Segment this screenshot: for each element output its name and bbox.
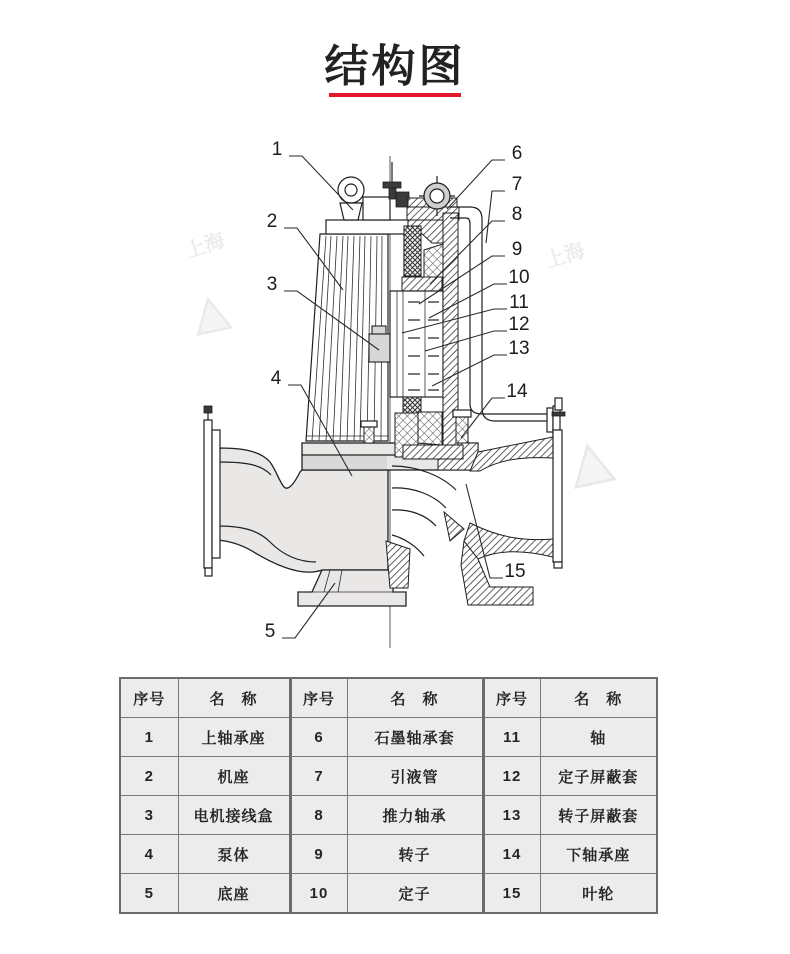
part-name-cell: 上轴承座: [178, 718, 290, 757]
part-number-cell: 3: [120, 796, 178, 835]
part-name-cell: 推力轴承: [347, 796, 483, 835]
suction-flange: [204, 406, 220, 576]
part-number: 8: [511, 204, 523, 225]
part-name-cell: 定子屏蔽套: [540, 757, 657, 796]
part-number-cell: 4: [120, 835, 178, 874]
part-name-cell: 电机接线盒: [178, 796, 290, 835]
impeller: [392, 466, 464, 556]
part-number: 9: [511, 239, 523, 260]
part-name-cell: 下轴承座: [540, 835, 657, 874]
part-number: 10: [508, 267, 530, 288]
circulation-pipe: [450, 207, 560, 434]
part-number: 1: [271, 139, 283, 160]
title-underline: [329, 93, 461, 97]
part-number: 15: [504, 561, 526, 582]
part-number: 5: [264, 621, 276, 642]
part-number-cell: 7: [290, 757, 347, 796]
part-name-cell: 转子: [347, 835, 483, 874]
part-number: 14: [506, 381, 528, 402]
part-number-cell: 1: [120, 718, 178, 757]
part-label-1: [272, 139, 353, 210]
parts-table-head: [120, 678, 657, 718]
part-number: 12: [508, 314, 530, 335]
part-number: 2: [266, 211, 278, 232]
parts-table-body: [120, 718, 657, 914]
part-number-cell: 11: [483, 718, 540, 757]
header-part-name: 名 称: [540, 678, 657, 718]
table-row: [120, 796, 657, 835]
parts-table: [119, 677, 658, 914]
page-title: 结构图: [324, 42, 466, 91]
part-name-cell: 轴: [540, 718, 657, 757]
part-name-cell: 石墨轴承套: [347, 718, 483, 757]
part-name-cell: 定子: [347, 874, 483, 914]
leader-line: [486, 191, 505, 243]
header-part-number: 序号: [483, 678, 540, 718]
header-part-number: 序号: [290, 678, 347, 718]
part-number: 6: [511, 143, 523, 164]
pump-structure-diagram: [0, 118, 790, 666]
table-row: [120, 757, 657, 796]
part-name-cell: 机座: [178, 757, 290, 796]
watermark-text: 上海: [182, 229, 228, 263]
table-row: [120, 835, 657, 874]
table-row: [120, 718, 657, 757]
part-number: 4: [270, 368, 282, 389]
part-number-cell: 6: [290, 718, 347, 757]
part-number-cell: 2: [120, 757, 178, 796]
part-name-cell: 泵体: [178, 835, 290, 874]
part-number-cell: 5: [120, 874, 178, 914]
part-number: 7: [511, 174, 523, 195]
part-name-cell: 底座: [178, 874, 290, 914]
motor-section: [390, 213, 463, 459]
part-number-cell: 12: [483, 757, 540, 796]
part-number: 11: [509, 292, 529, 313]
part-number-cell: 9: [290, 835, 347, 874]
header-part-name: 名 称: [178, 678, 290, 718]
header-part-name: 名 称: [347, 678, 483, 718]
part-number-cell: 15: [483, 874, 540, 914]
part-name-cell: 引液管: [347, 757, 483, 796]
part-number: 13: [508, 338, 530, 359]
pump-body: [218, 448, 406, 606]
header-part-number: 序号: [120, 678, 178, 718]
part-number-cell: 13: [483, 796, 540, 835]
watermark-text: 上海: [542, 239, 588, 273]
part-number-cell: 10: [290, 874, 347, 914]
part-number-cell: 14: [483, 835, 540, 874]
part-name-cell: 叶轮: [540, 874, 657, 914]
part-number: 3: [266, 274, 278, 295]
table-row: [120, 874, 657, 914]
part-number-cell: 8: [290, 796, 347, 835]
part-name-cell: 转子屏蔽套: [540, 796, 657, 835]
